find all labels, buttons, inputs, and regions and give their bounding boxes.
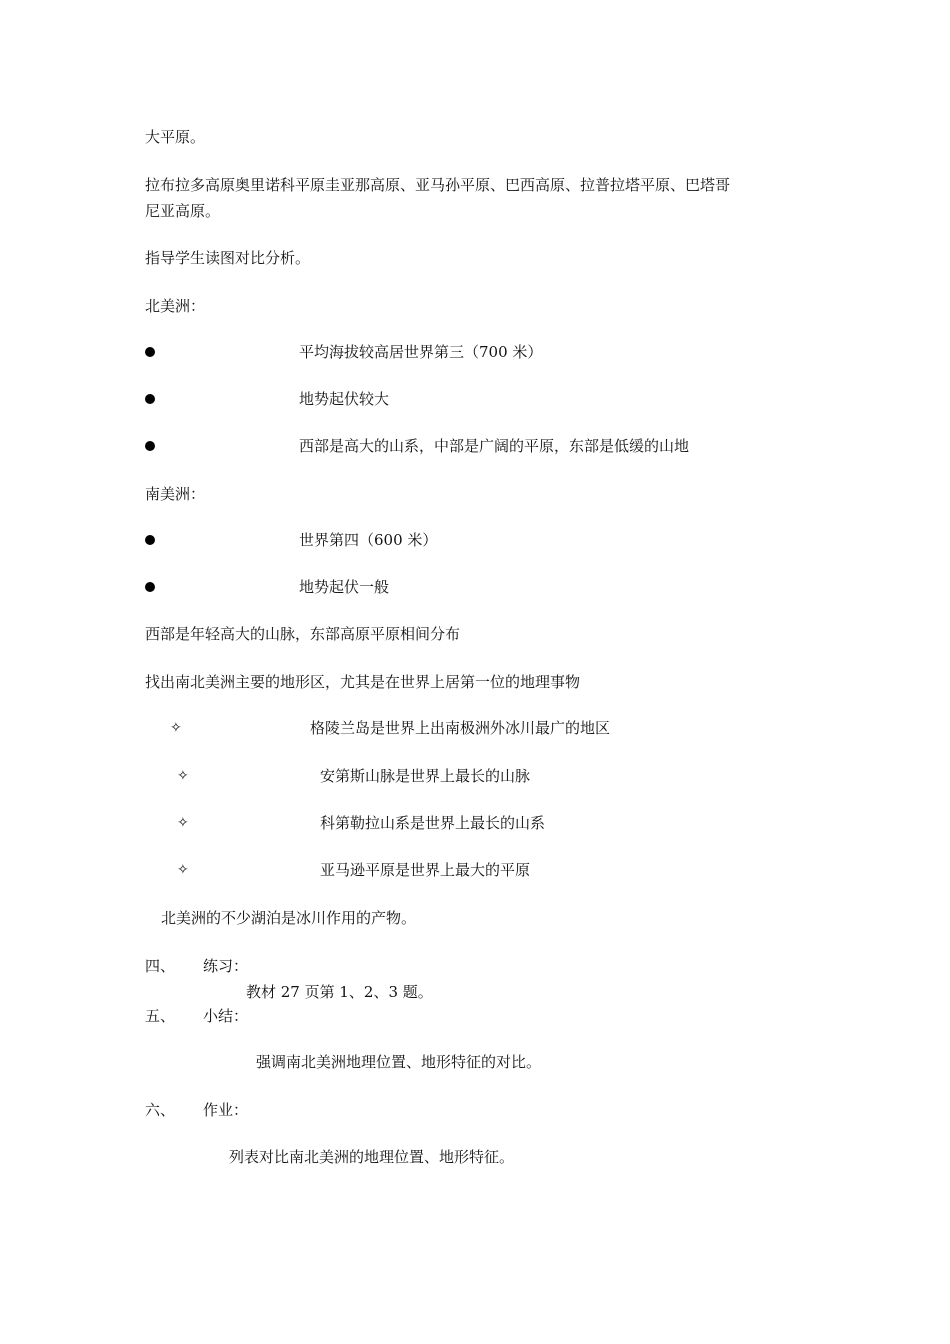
bullet-dot xyxy=(145,347,155,357)
paragraph-find: 找出南北美洲主要的地形区，尤其是在世界上居第一位的地理事物 xyxy=(145,673,581,691)
paragraph-landforms-line2: 尼亚高原。 xyxy=(145,202,221,220)
bullet-dot xyxy=(145,394,155,404)
north-bullet-1: 平均海拔较高居世界第三（700 米） xyxy=(299,343,543,361)
south-america-heading: 南美洲： xyxy=(145,485,206,503)
star-diamond-icon: ✧ xyxy=(177,815,189,831)
paragraph-lakes: 北美洲的不少湖泊是冰川作用的产物。 xyxy=(161,909,417,927)
paragraph-plain: 大平原。 xyxy=(145,128,206,146)
section-5-number: 五、 xyxy=(145,1007,176,1025)
section-5-body: 强调南北美洲地理位置、地形特征的对比。 xyxy=(256,1053,542,1071)
firsts-item-4: 亚马逊平原是世界上最大的平原 xyxy=(320,861,531,879)
firsts-item-2: 安第斯山脉是世界上最长的山脉 xyxy=(320,767,531,785)
north-america-heading: 北美洲： xyxy=(145,297,206,315)
section-6-body: 列表对比南北美洲的地理位置、地形特征。 xyxy=(229,1148,515,1166)
south-bullet-1: 世界第四（600 米） xyxy=(299,531,438,549)
star-diamond-icon: ✧ xyxy=(177,768,189,784)
bullet-dot xyxy=(145,441,155,451)
section-5-title: 小结： xyxy=(203,1007,249,1025)
paragraph-west: 西部是年轻高大的山脉，东部高原平原相间分布 xyxy=(145,625,461,643)
section-6-number: 六、 xyxy=(145,1101,176,1119)
north-bullet-3: 西部是高大的山系，中部是广阔的平原，东部是低缓的山地 xyxy=(299,437,690,455)
section-4-number: 四、 xyxy=(145,957,176,975)
firsts-item-3: 科第勒拉山系是世界上最长的山系 xyxy=(320,814,546,832)
star-diamond-icon: ✧ xyxy=(177,862,189,878)
section-4-title: 练习： xyxy=(203,957,249,975)
paragraph-landforms-line1: 拉布拉多高原奥里诺科平原圭亚那高原、亚马孙平原、巴西高原、拉普拉塔平原、巴塔哥 xyxy=(145,176,731,194)
bullet-dot xyxy=(145,535,155,545)
section-4-body: 教材 27 页第 1、2、3 题。 xyxy=(246,983,433,1001)
north-bullet-2: 地势起伏较大 xyxy=(299,390,390,408)
firsts-item-1: 格陵兰岛是世界上出南极洲外冰川最广的地区 xyxy=(310,719,611,737)
section-6-title: 作业： xyxy=(203,1101,249,1119)
paragraph-guide: 指导学生读图对比分析。 xyxy=(145,249,311,267)
south-bullet-2: 地势起伏一般 xyxy=(299,578,390,596)
bullet-dot xyxy=(145,582,155,592)
star-diamond-icon: ✧ xyxy=(170,720,182,736)
